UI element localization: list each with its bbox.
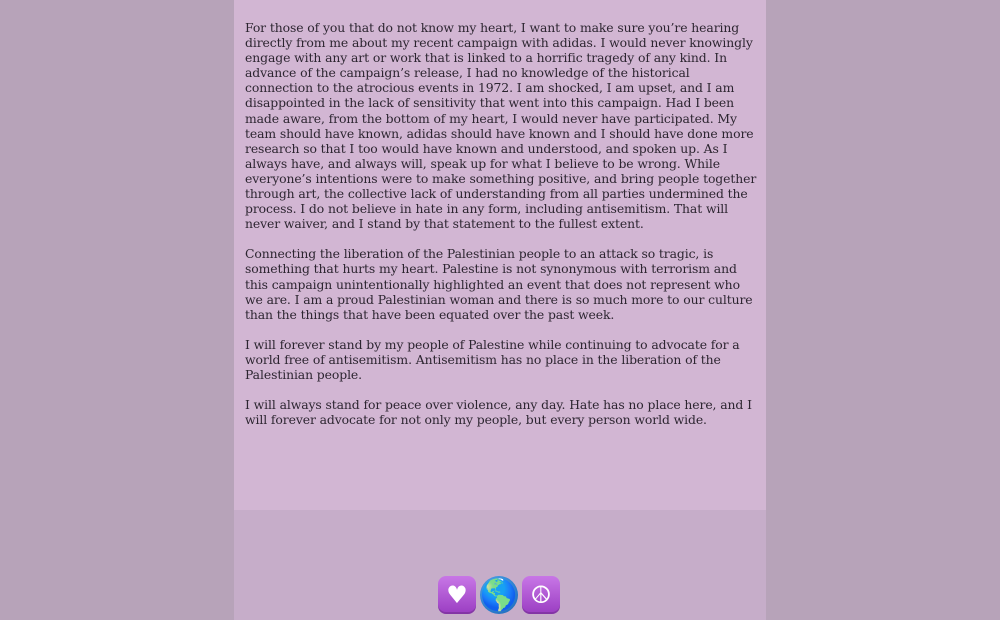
statement-paragraph: Connecting the liberation of the Palestinian people to an attack so tragic, is something that hurts my heart. Palestine is not synonymous with terrorism and this campaign unintentionally highlighted an event that does not represent who we are. I am a proud Palestinian woman and there is so much more to our culture than the things that have been equated over the past week.	[245, 246, 753, 322]
peace-symbol-icon: ☮	[522, 576, 560, 614]
statement-text	[245, 20, 761, 442]
globe-icon: 🌎	[480, 577, 518, 613]
statement-paragraph: I will always stand for peace over violence, any day. Hate has no place here, and I will forever advocate for not only my people, but every person world wide.	[245, 397, 752, 428]
statement-paragraph: For those of you that do not know my heart, I want to make sure you’re hearing directly from me about my recent campaign with adidas. I would never knowingly engage with any art or work that is linked to a horrific tragedy of any kind. In advance of the campaign’s release, I had no knowledge of the historical connection to the atrocious events in 1972. I am shocked, I am upset, and I am disappointed in the lack of sensitivity that went into this campaign. Had I been made aware, from the bottom of my heart, I would never have participated. My team should have known, adidas should have known and I should have done more research so that I too would have known and understood, and spoken up. As I always have, and always will, speak up for what I believe to be wrong. While everyone’s intentions were to make something positive, and bring people together through art, the collective lack of understanding from all parties undermined the process. I do not believe in hate in any form, including antisemitism. That will never waiver, and I stand by that statement to the fullest extent.	[245, 20, 757, 232]
statement-card	[234, 0, 766, 620]
emoji-row	[438, 576, 560, 618]
purple-heart-icon: ♥	[438, 576, 476, 614]
statement-paragraph: I will forever stand by my people of Palestine while continuing to advocate for a world free of antisemitism. Antisemitism has no place in the liberation of the Palestinian people.	[245, 336, 740, 382]
statement-panel	[234, 0, 766, 510]
